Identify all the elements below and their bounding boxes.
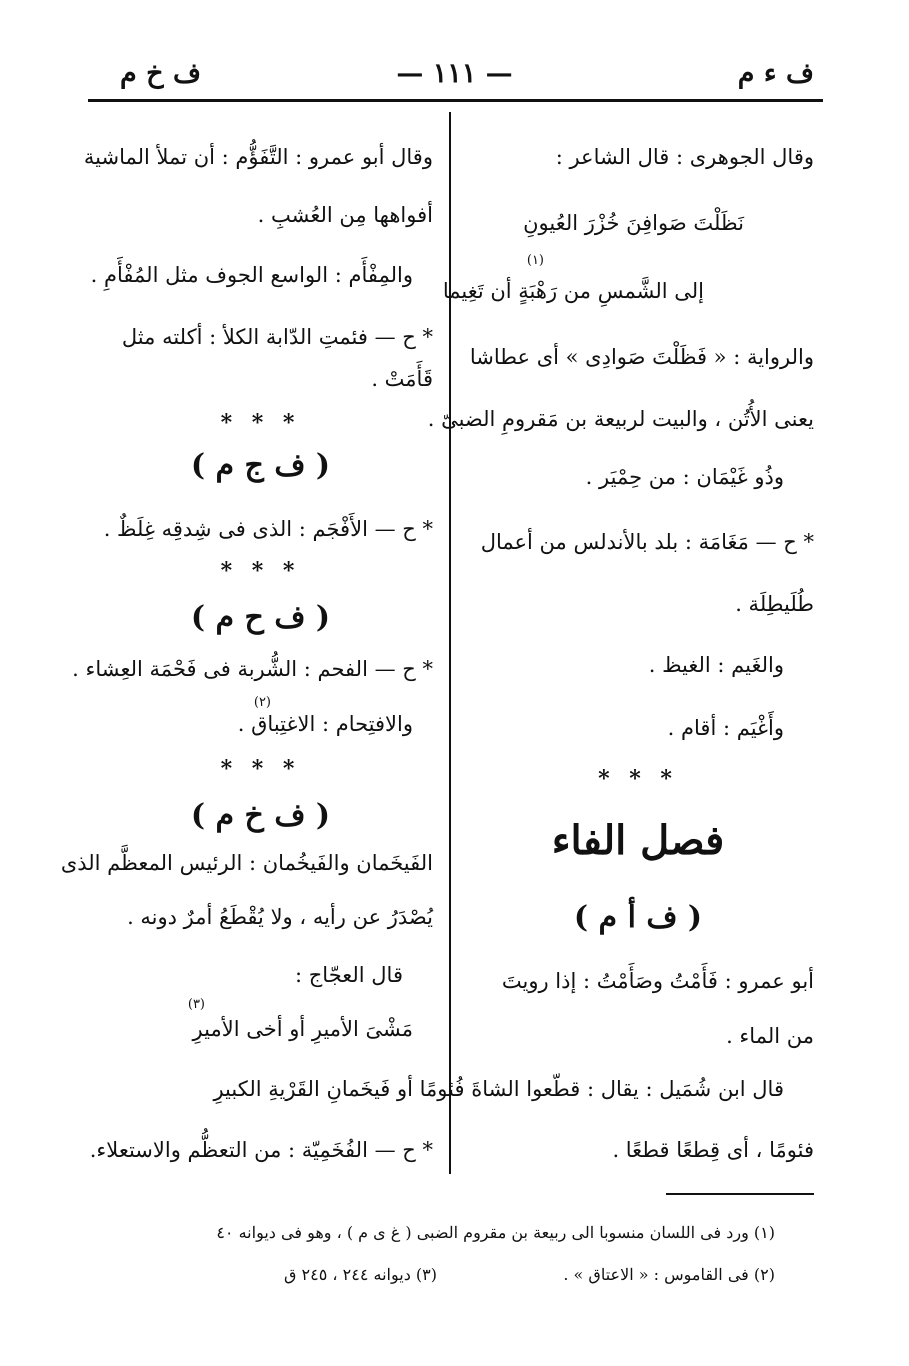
verse-line: إلى الشَّمسِ من رَهْبَةٍ أن تَغِيما [442,279,704,303]
footnote-marker: (١) [526,253,544,268]
footnote-rule [666,1193,814,1195]
footnote-2: (٢) فى القاموس : « الاعتاق » . [563,1265,775,1284]
verse-line: مَشْىَ الأميرِ أو أخى الأميرِ [192,1017,413,1041]
verse-line: نَظَلْتَ صَوافِنَ خُزْرَ العُيونِ [523,211,744,235]
text-line: طُلَيطِلَة . [735,592,814,616]
entry-heading: ( ف ح م ) [190,600,331,635]
text-line: قال ابن شُمَيل : يقال : قطّعوا الشاةَ فُئومًا [419,1077,784,1101]
entry-heading: ( ف ج م ) [190,448,331,483]
text-line: قال العجّاج : [295,963,403,987]
text-line: الفَيخَمان والفَيخُمان : الرئيس المعظَّم الذى [60,851,433,875]
text-line: والغَيم : الغيظ . [648,653,784,677]
running-head-right: ف ء م [737,58,814,89]
text-line: وأَغْيَم : أقام . [667,716,784,740]
verse-line: أو فَيخَمانِ القَرْيةِ الكبيرِ [213,1077,413,1101]
entry-heading: ( ف خ م ) [190,798,331,833]
footnote-marker: (٢) [253,695,271,710]
text-line: * ح — الأَفْجَم : الذى فى شِدقِه غِلَظٌ . [103,517,433,541]
section-separator: * * * [598,766,678,792]
text-line: * ح — مَغَامَة : بلد بالأندلس من أعمال [480,530,814,554]
footnote-3: (٣) ديوانه ٢٤٤ ، ٢٤٥ ق [284,1265,437,1284]
column-divider [449,112,451,1174]
text-line: * ح — الفُخَمِيّة : من التعظُّم والاستعلاء. [89,1138,433,1162]
section-separator: * * * [220,756,301,782]
text-line: أبو عمرو : فَأَمْتُ وصَأَمْتُ : إذا رويتَ [501,969,814,993]
text-line: فئومًا ، أى قِطعًا قطعًا . [612,1138,814,1162]
text-line: وقال الجوهرى : قال الشاعر : [555,145,814,169]
running-head-left: ف خ م [120,58,201,89]
text-line: يُصْدَرُ عن رأيه ، ولا يُقْطَعُ أمرٌ دونه . [127,905,433,929]
text-line: يعنى الأُتُن ، والبيت لربيعة بن مَقرومِ الضبىّ . [427,407,814,431]
footnote-marker: (٣) [187,997,205,1012]
text-line: أفواهها مِن العُشبِ . [257,203,433,227]
text-line: من الماء . [726,1024,814,1048]
text-line: والرواية : « فَظَلْتَ صَوادِى » أى عطاشا [469,345,814,369]
section-separator: * * * [220,410,301,436]
text-line: والمِفْأَم : الواسع الجوف مثل المُفْأَمِ . [90,263,413,287]
text-line: وقال أبو عمرو : التَّفَؤُّم : أن تملأ الماشية [83,145,433,169]
section-separator: * * * [220,558,301,584]
text-line: * ح — فئمتِ الدّابة الكلأ : أكلته مثل [121,325,433,349]
text-line: قَأَمَتْ . [371,367,433,391]
footnote-1: (١) ورد فى اللسان منسوبا الى ربيعة بن مقروم الضبى ( غ ى م ) ، وهو فى ديوانه ٤٠ [216,1223,775,1242]
entry-heading: ( ف أ م ) [573,900,703,935]
text-line: وذُو غَيْمَان : من حِمْيَر . [585,465,784,489]
page-number: — ١١١ — [396,58,513,89]
section-title: فصل الفاء [551,817,725,864]
header-rule [88,99,823,102]
text-line: * ح — الفحم : الشُّربة فى فَحْمَة العِشاء . [72,657,433,681]
text-line: والافتِحام : الاغتِباق . [237,712,413,736]
